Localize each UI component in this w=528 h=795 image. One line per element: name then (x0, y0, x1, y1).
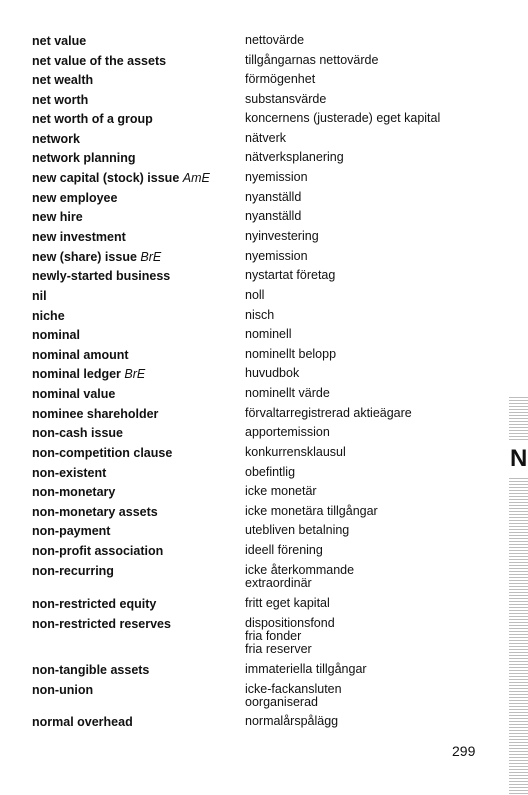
entry-term (32, 715, 242, 729)
translation-line: obefintlig (245, 465, 296, 479)
entry-translation (245, 446, 485, 459)
translation-line: koncernens (justerade) eget kapital (245, 111, 441, 125)
entry-term (32, 683, 242, 697)
translation-line: fria reserver (245, 642, 312, 656)
entry-term (32, 466, 242, 480)
entry-term (32, 367, 242, 381)
term-text: niche (32, 309, 65, 323)
entry-term (32, 230, 242, 244)
entry-translation (245, 407, 485, 420)
term-text: non-recurring (32, 564, 114, 578)
entry-term (32, 663, 242, 677)
translation-line: dispositionsfond (245, 616, 335, 630)
entry-translation (245, 210, 485, 223)
entry-term (32, 34, 242, 48)
translation-line: utebliven betalning (245, 523, 350, 537)
term-text: non-union (32, 683, 94, 697)
term-text: non-restricted equity (32, 597, 157, 611)
term-text: non-existent (32, 466, 107, 480)
term-text: non-payment (32, 524, 111, 538)
translation-line: icke monetär (245, 484, 317, 498)
entry-term (32, 446, 242, 460)
entry-term (32, 171, 242, 185)
translation-line: nisch (245, 308, 275, 322)
term-text: net wealth (32, 73, 94, 87)
entry-term (32, 485, 242, 499)
translation-line: nominellt värde (245, 386, 330, 400)
entry-translation (245, 426, 485, 439)
entry-term (32, 73, 242, 87)
entry-term (32, 505, 242, 519)
translation-line: icke återkommande (245, 563, 355, 577)
entry-translation (245, 191, 485, 204)
term-text: new hire (32, 210, 83, 224)
translation-line: nätverksplanering (245, 150, 344, 164)
entry-term (32, 387, 242, 401)
entry-term (32, 597, 242, 611)
translation-line: fria fonder (245, 629, 302, 643)
translation-line: apportemission (245, 425, 330, 439)
entry-translation (245, 564, 485, 590)
entry-translation (245, 34, 485, 47)
entry-term (32, 348, 242, 362)
entry-term (32, 132, 242, 146)
translation-line: förmögenhet (245, 72, 316, 86)
entry-translation (245, 617, 485, 656)
translation-line: substansvärde (245, 92, 327, 106)
term-text: non-monetary assets (32, 505, 158, 519)
term-text: nominal amount (32, 348, 129, 362)
translation-line: extraordinär (245, 576, 312, 590)
term-text: new capital (stock) issue (32, 171, 180, 185)
entry-term (32, 426, 242, 440)
entry-term (32, 524, 242, 538)
translation-line: nystartat företag (245, 268, 336, 282)
translation-line: huvudbok (245, 366, 300, 380)
term-text: newly-started business (32, 269, 171, 283)
entry-term (32, 210, 242, 224)
term-text: non-monetary (32, 485, 116, 499)
entry-term (32, 564, 242, 578)
translation-line: nyinvestering (245, 229, 319, 243)
translation-line: nyemission (245, 170, 308, 184)
entry-translation (245, 230, 485, 243)
term-text: net value (32, 34, 87, 48)
entry-translation (245, 715, 485, 728)
entry-translation (245, 93, 485, 106)
translation-line: konkurrensklausul (245, 445, 346, 459)
term-text: new investment (32, 230, 126, 244)
entry-translation (245, 663, 485, 676)
entry-translation (245, 151, 485, 164)
entry-term (32, 93, 242, 107)
term-text: nominee shareholder (32, 407, 159, 421)
page-number: 299 (452, 743, 476, 759)
entry-translation (245, 683, 485, 709)
entry-term (32, 112, 242, 126)
entry-term (32, 407, 242, 421)
translation-line: tillgångarnas nettovärde (245, 53, 379, 67)
term-text: non-cash issue (32, 426, 123, 440)
term-register: BrE (140, 250, 162, 264)
entry-translation (245, 544, 485, 557)
term-register: AmE (182, 171, 210, 185)
entry-translation (245, 250, 485, 263)
entry-translation (245, 73, 485, 86)
translation-line: nettovärde (245, 33, 305, 47)
entry-term (32, 544, 242, 558)
term-text: non-tangible assets (32, 663, 150, 677)
translation-line: nominellt belopp (245, 347, 337, 361)
term-text: non-competition clause (32, 446, 173, 460)
entry-translation (245, 54, 485, 67)
entry-term (32, 269, 242, 283)
entry-term (32, 54, 242, 68)
translation-line: ideell förening (245, 543, 323, 557)
translation-line: nyanställd (245, 209, 302, 223)
term-text: nil (32, 289, 47, 303)
translation-line: nätverk (245, 131, 286, 145)
entry-translation (245, 485, 485, 498)
entry-translation (245, 289, 485, 302)
entry-translation (245, 132, 485, 145)
entry-translation (245, 597, 485, 610)
term-text: network planning (32, 151, 136, 165)
translation-line: oorganiserad (245, 695, 318, 709)
term-text: non-restricted reserves (32, 617, 171, 631)
entry-translation (245, 269, 485, 282)
term-text: network (32, 132, 80, 146)
term-text: non-profit association (32, 544, 164, 558)
term-text: normal overhead (32, 715, 133, 729)
entry-translation (245, 505, 485, 518)
term-text: new (share) issue (32, 250, 137, 264)
entry-translation (245, 309, 485, 322)
translation-line: nyemission (245, 249, 308, 263)
entry-term (32, 289, 242, 303)
term-text: nominal value (32, 387, 116, 401)
term-text: net worth (32, 93, 89, 107)
translation-line: noll (245, 288, 265, 302)
entry-translation (245, 367, 485, 380)
translation-line: förvaltarregistrerad aktieägare (245, 406, 412, 420)
section-letter: N (510, 445, 528, 472)
translation-line: fritt eget kapital (245, 596, 330, 610)
translation-line: icke-fackansluten (245, 682, 342, 696)
term-text: net worth of a group (32, 112, 153, 126)
translation-line: normalårspålägg (245, 714, 339, 728)
entry-term (32, 191, 242, 205)
translation-line: immateriella tillgångar (245, 662, 367, 676)
translation-line: nyanställd (245, 190, 302, 204)
entry-translation (245, 524, 485, 537)
entry-translation (245, 171, 485, 184)
entry-translation (245, 466, 485, 479)
term-text: new employee (32, 191, 118, 205)
entry-term (32, 328, 242, 342)
entry-translation (245, 328, 485, 341)
translation-line: nominell (245, 327, 292, 341)
entry-term (32, 617, 242, 631)
term-text: nominal ledger (32, 367, 121, 381)
term-text: nominal (32, 328, 80, 342)
entry-translation (245, 387, 485, 400)
term-register: BrE (124, 367, 146, 381)
translation-line: icke monetära tillgångar (245, 504, 378, 518)
term-text: net value of the assets (32, 54, 167, 68)
entry-term (32, 151, 242, 165)
entry-translation (245, 112, 485, 125)
entry-term (32, 250, 242, 264)
entry-term (32, 309, 242, 323)
entry-translation (245, 348, 485, 361)
